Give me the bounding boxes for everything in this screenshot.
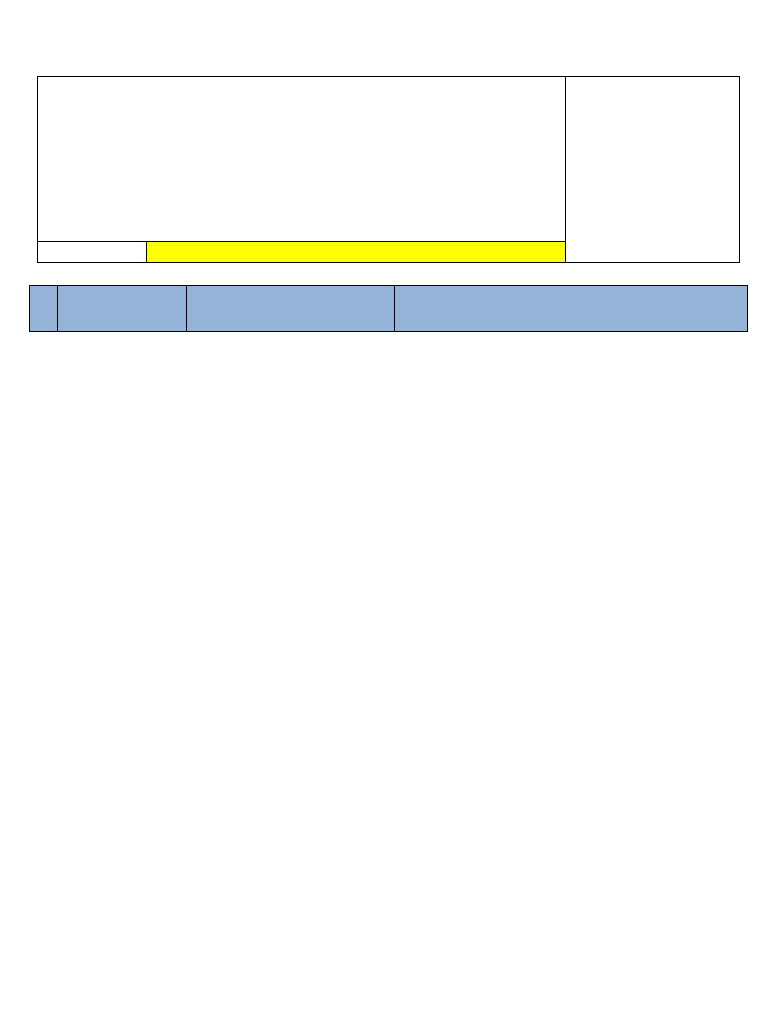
header-block: [37, 76, 740, 263]
work-activity-row: [38, 241, 565, 262]
work-activity-label: [38, 242, 146, 262]
col-description: [58, 286, 187, 332]
table-header-row: [30, 286, 748, 332]
col-hazards: [187, 286, 395, 332]
project-info: [38, 77, 565, 241]
revision-info: [565, 77, 740, 262]
work-activity-value: [146, 242, 565, 262]
col-controls: [395, 286, 748, 332]
job-safety-table: [29, 285, 748, 332]
col-job-step: [30, 286, 58, 332]
